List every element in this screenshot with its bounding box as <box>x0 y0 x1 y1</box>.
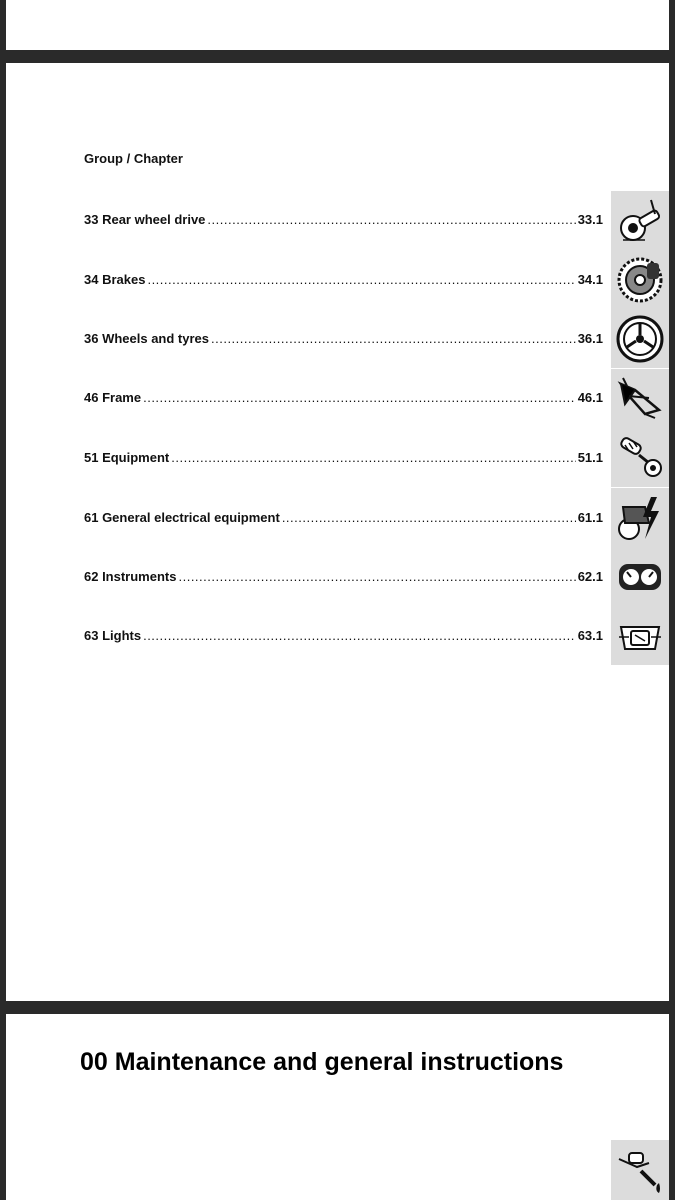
leader-dots <box>171 450 575 465</box>
toc-entry-label: 34 Brakes <box>84 272 146 287</box>
toc-page <box>6 63 669 1001</box>
toc-entry-page: 61.1 <box>577 510 603 525</box>
tab-lights[interactable] <box>611 606 669 665</box>
toc-entry-page: 51.1 <box>577 450 603 465</box>
toc-entry-label: 46 Frame <box>84 390 142 405</box>
leader-dots <box>147 272 575 287</box>
leader-dots <box>143 628 576 643</box>
toc-entry-general-electrical-equipment[interactable] <box>84 505 603 525</box>
tab-brakes[interactable] <box>611 250 669 309</box>
equipment-icon <box>615 433 665 483</box>
toc-entry-frame[interactable] <box>84 385 603 405</box>
leader-dots <box>143 390 576 405</box>
leader-dots <box>282 510 576 525</box>
frame-icon <box>615 374 665 424</box>
toc-entry-brakes[interactable] <box>84 267 603 287</box>
tab-maintenance[interactable] <box>611 1140 669 1200</box>
toc-entry-page: 33.1 <box>577 212 603 227</box>
tab-rear-wheel-drive[interactable] <box>611 191 669 250</box>
toc-entry-page: 36.1 <box>577 331 603 346</box>
toc-entry-page: 34.1 <box>577 272 603 287</box>
toc-entry-label: 36 Wheels and tyres <box>84 331 209 346</box>
tab-wheels-and-tyres[interactable] <box>611 309 669 368</box>
maintenance-icon <box>615 1145 665 1195</box>
previous-page <box>6 0 669 50</box>
toc-heading: Group / Chapter <box>84 151 183 166</box>
electrical-icon <box>615 493 665 543</box>
toc-entry-page: 46.1 <box>577 390 603 405</box>
rear-wheel-drive-icon <box>615 196 665 246</box>
toc-entry-wheels-and-tyres[interactable] <box>84 326 603 346</box>
toc-entry-label: 63 Lights <box>84 628 142 643</box>
leader-dots <box>207 212 575 227</box>
tab-general-electrical-equipment[interactable] <box>611 488 669 547</box>
next-page <box>6 1014 669 1200</box>
leader-dots <box>211 331 576 346</box>
wheel-icon <box>615 314 665 364</box>
brake-disc-icon <box>615 255 665 305</box>
toc-entry-lights[interactable] <box>84 623 603 643</box>
instruments-icon <box>615 552 665 602</box>
toc-entry-rear-wheel-drive[interactable] <box>84 207 603 227</box>
toc-entry-label: 62 Instruments <box>84 569 177 584</box>
toc-entry-label: 51 Equipment <box>84 450 170 465</box>
chapter-title: 00 Maintenance and general instructions <box>80 1048 564 1076</box>
toc-entry-instruments[interactable] <box>84 564 603 584</box>
tab-equipment[interactable] <box>611 428 669 487</box>
toc-entry-equipment[interactable] <box>84 445 603 465</box>
leader-dots <box>178 569 575 584</box>
toc-entry-label: 33 Rear wheel drive <box>84 212 206 227</box>
toc-entry-page: 63.1 <box>577 628 603 643</box>
tab-instruments[interactable] <box>611 547 669 606</box>
tab-frame[interactable] <box>611 369 669 428</box>
toc-entry-page: 62.1 <box>577 569 603 584</box>
lights-icon <box>615 611 665 661</box>
toc-entry-label: 61 General electrical equipment <box>84 510 280 525</box>
